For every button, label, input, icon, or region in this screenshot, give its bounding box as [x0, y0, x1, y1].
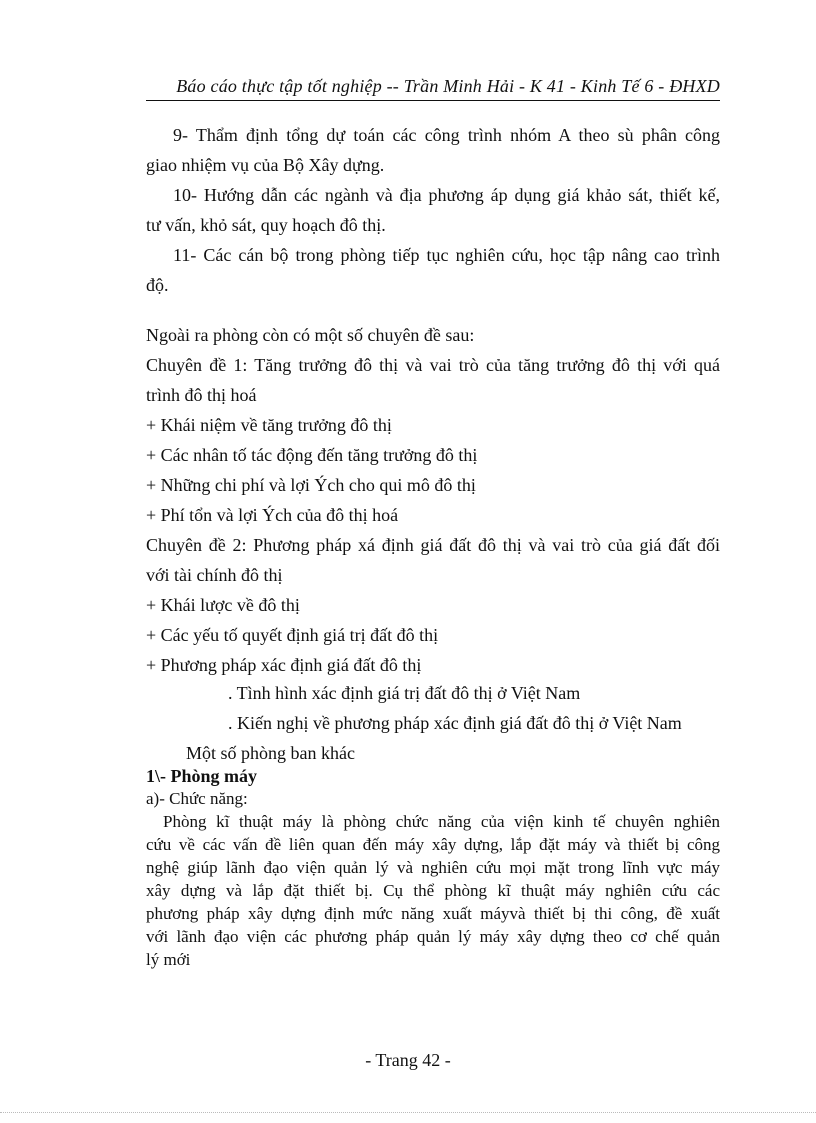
- topic-2-bullet: + Phương pháp xác định giá đất đô thị: [146, 655, 422, 675]
- other-departments-label: Một số phòng ban khác: [186, 743, 355, 763]
- bottom-divider: [0, 1112, 816, 1113]
- paragraph-line: phương pháp xây dựng định mức năng xuất máyvà thiết bị thi công, đề xuất: [146, 904, 720, 923]
- paragraph-line: cứu về các vấn đề liên quan đến máy xây dựng, lắp đặt máy và thiết bị công: [146, 835, 720, 854]
- topic-1-bullet: + Phí tổn và lợi Ých của đô thị hoá: [146, 505, 399, 525]
- paragraph-line: với lãnh đạo viện các phương pháp quản lý máy xây dựng theo cơ chế quản: [146, 927, 720, 946]
- section-subheading: a)- Chức năng:: [146, 789, 248, 808]
- section-heading: 1\- Phòng máy: [146, 766, 258, 786]
- page-header: Báo cáo thực tập tốt nghiệp -- Trần Minh Hải - K 41 - Kinh Tế 6 - ĐHXD: [146, 76, 720, 101]
- topic-1-bullet: + Khái niệm về tăng trưởng đô thị: [146, 415, 392, 435]
- topic-2-line-1: Chuyên đề 2: Phương pháp xá định giá đất đô thị và vai trò của giá đất đối: [146, 535, 720, 555]
- paragraph-line: xây dựng và lắp đặt thiết bị. Cụ thể phòng kĩ thuật máy nghiên cứu các: [146, 881, 720, 900]
- topic-2-bullet: + Các yếu tố quyết định giá trị đất đô thị: [146, 625, 439, 645]
- item-9-line-1: 9- Thẩm định tổng dự toán các công trình nhóm A theo sù phân công: [173, 125, 720, 145]
- topic-2-bullet: + Khái lược về đô thị: [146, 595, 300, 615]
- topic-1-bullet: + Những chi phí và lợi Ých cho qui mô đô thị: [146, 475, 476, 495]
- topic-1-line-2: trình đô thị hoá: [146, 385, 257, 405]
- topic-1-line-1: Chuyên đề 1: Tăng trưởng đô thị và vai trò của tăng trưởng đô thị với quá: [146, 355, 720, 375]
- item-11-line-2: độ.: [146, 275, 169, 295]
- topic-1-bullet: + Các nhân tố tác động đến tăng trưởng đô thị: [146, 445, 478, 465]
- item-10-line-1: 10- Hướng dẫn các ngành và địa phương áp dụng giá khảo sát, thiết kế,: [173, 185, 720, 205]
- paragraph-line: nghệ giúp lãnh đạo viện quản lý và nghiên cứu mọi mặt trong lĩnh vực máy: [146, 858, 720, 877]
- page-number: - Trang 42 -: [365, 1050, 451, 1070]
- topics-intro: Ngoài ra phòng còn có một số chuyên đề sau:: [146, 325, 475, 345]
- topic-2-line-2: với tài chính đô thị: [146, 565, 283, 585]
- item-9-line-2: giao nhiệm vụ của Bộ Xây dựng.: [146, 155, 385, 175]
- topic-2-subitem: . Kiến nghị về phương pháp xác định giá đất đô thị ở Việt Nam: [228, 713, 682, 733]
- item-10-line-2: tư vấn, khỏ sát, quy hoạch đô thị.: [146, 215, 386, 235]
- topic-2-subitem: . Tình hình xác định giá trị đất đô thị ở Việt Nam: [228, 683, 581, 703]
- item-11-line-1: 11- Các cán bộ trong phòng tiếp tục nghiên cứu, học tập nâng cao trình: [173, 245, 720, 265]
- paragraph-line: lý mới: [146, 950, 191, 969]
- paragraph-line: Phòng kĩ thuật máy là phòng chức năng của viện kinh tế chuyên nghiên: [163, 812, 720, 831]
